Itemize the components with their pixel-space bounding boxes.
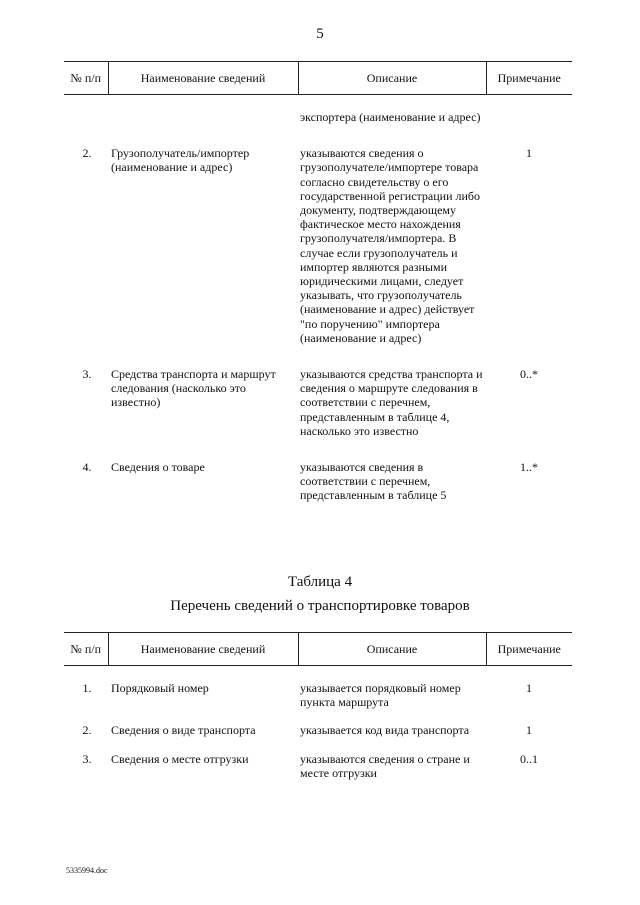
row-note: 0..*: [520, 367, 538, 382]
row-number: 2.: [82, 723, 92, 738]
table-header-row: [64, 62, 572, 95]
column-header-note: Примечание: [486, 62, 572, 95]
table-row: [64, 752, 572, 794]
transport-info-table: [64, 632, 572, 794]
row-number: 4.: [82, 460, 92, 475]
row-number: 3.: [82, 367, 92, 382]
row-description: указываются сведения о стране и месте отгрузки: [300, 751, 470, 780]
row-number: 2.: [82, 146, 92, 161]
column-header-description: Описание: [298, 62, 486, 95]
row-description: указываются сведения в соответствии с перечнем, представленным в таблице 5: [300, 460, 447, 503]
row-name: Сведения о месте отгрузки: [111, 751, 249, 766]
page-number: 5: [316, 26, 324, 42]
document-filename: 5335994.doc: [66, 866, 108, 875]
table-row-continuation: [64, 95, 572, 147]
row-name: Порядковый номер: [111, 681, 209, 695]
table-row: [64, 146, 572, 367]
row-name: Сведения о виде транспорта: [111, 723, 256, 738]
column-header-name: Наименование сведений: [108, 633, 298, 666]
row-name: Средства транспорта и маршрут следования (насколько это известно): [111, 367, 276, 410]
row-note: 1: [526, 723, 532, 738]
row-name: Сведения о товаре: [111, 460, 205, 475]
table-header-row: [64, 633, 572, 666]
row-description: указывается порядковый номер пункта маршрута: [300, 681, 461, 710]
row-name: Грузополучатель/импортер (наименование и адрес): [111, 146, 250, 175]
table-row: [64, 723, 572, 751]
continuation-description: экспортера (наименование и адрес): [300, 110, 481, 124]
row-description: указываются сведения о грузополучателе/импортере товара согласно свидетельству о его государственной регистрации либо документу, подтверждающему фактическое место нахождения грузополучателя/импортера. В случае если грузополучатель и импортер являются разными юридическими лицами, следует указывать, что грузополучатель (наименование и адрес) действует "по поручению" импортера (наименование и адрес): [300, 146, 481, 345]
row-note: 1: [526, 146, 532, 161]
column-header-number: № п/п: [64, 633, 108, 666]
row-description: указываются средства транспорта и сведения о маршруте следования в соответствии с перечнем, представленным в таблице 4, насколько это известно: [300, 367, 483, 438]
table-row: [64, 367, 572, 460]
column-header-note: Примечание: [486, 633, 572, 666]
column-header-description: Описание: [298, 633, 486, 666]
table-title: Перечень сведений о транспортировке товаров: [170, 598, 470, 614]
row-description: указывается код вида транспорта: [300, 723, 470, 738]
column-header-name: Наименование сведений: [108, 62, 298, 95]
row-note: 0..1: [520, 751, 538, 766]
table-row: [64, 666, 572, 724]
table-row: [64, 460, 572, 503]
row-number: 1.: [82, 681, 92, 695]
column-header-number: № п/п: [64, 62, 108, 95]
row-number: 3.: [82, 751, 92, 766]
row-note: 1..*: [520, 460, 538, 475]
row-note: 1: [526, 681, 532, 695]
table-caption: Таблица 4: [287, 574, 353, 590]
info-table-continued: [64, 61, 572, 503]
